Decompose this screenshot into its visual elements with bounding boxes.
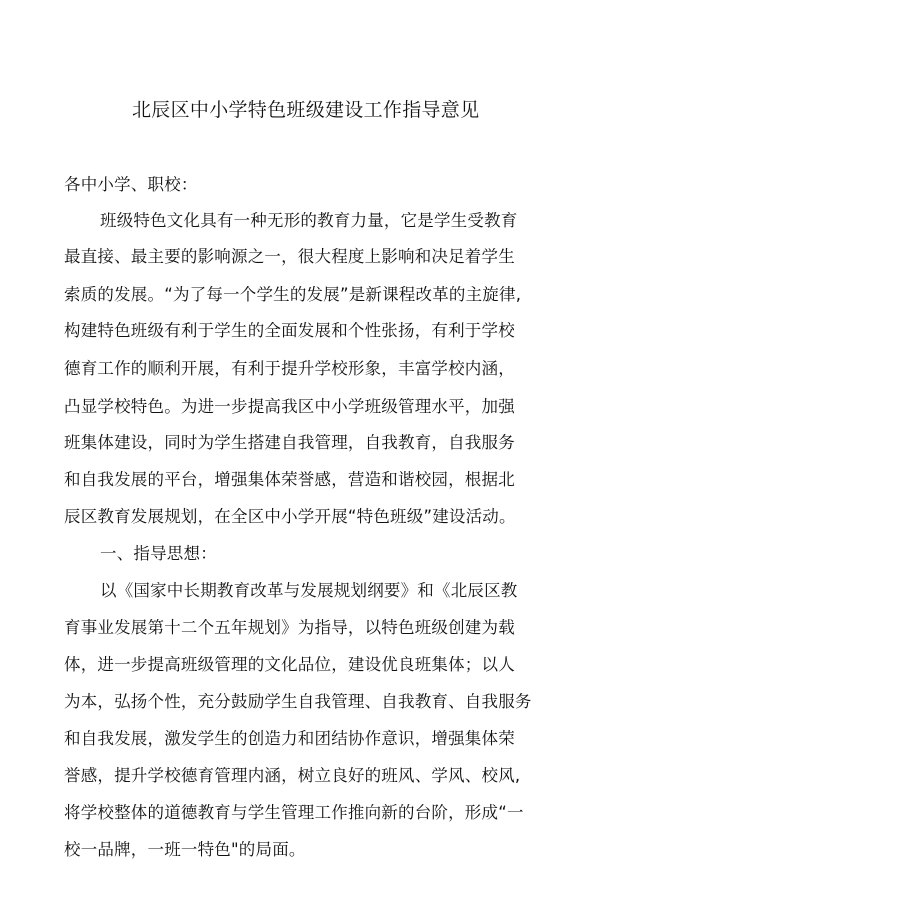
document-title: 北辰区中小学特色班级建设工作指导意见 <box>132 99 480 121</box>
paragraph-line: 和自我发展的平台，增强集体荣誉感，营造和谐校园，根据北 <box>64 470 515 489</box>
paragraph-line: 育事业发展第十二个五年规划》为指导，以特色班级创建为载 <box>64 618 515 637</box>
paragraph-line: 班集体建设，同时为学生搭建自我管理，自我教育，自我服务 <box>64 433 515 452</box>
paragraph-line: 索质的发展。“为了每一个学生的发展”是新课程改革的主旋律, <box>64 285 522 304</box>
paragraph-line: 校一品牌，一班一特色"的局面。 <box>64 840 306 859</box>
paragraph-line: 德育工作的顺利开展，有利于提升学校形象，丰富学校内涵， <box>64 359 515 378</box>
paragraph-line: 构建特色班级有利于学生的全面发展和个性张扬，有利于学校 <box>64 321 515 340</box>
paragraph-line: 辰区教育发展规划，在全区中小学开展“特色班级”建设活动。 <box>64 507 516 526</box>
salutation: 各中小学、职校： <box>64 175 198 194</box>
paragraph-line: 为本，弘扬个性，充分鼓励学生自我管理、自我教育、自我服务 <box>64 692 532 711</box>
paragraph-line: 以《国家中长期教育改革与发展规划纲要》和《北辰区教 <box>100 581 518 600</box>
paragraph-line: 最直接、最主要的影响源之一，很大程度上影响和决足着学生 <box>64 247 515 266</box>
paragraph-line: 将学校整体的道德教育与学生管理工作推向新的台阶，形成“一 <box>64 803 524 822</box>
paragraph-line: 誉感，提升学校德育管理内涵，树立良好的班风、学风、校风, <box>64 766 521 785</box>
paragraph-line: 和自我发展，激发学生的创造力和团结协作意识，增强集体荣 <box>64 729 515 748</box>
paragraph-line: 体，进一步提高班级管理的文化品位，建设优良班集体；以人 <box>64 655 515 674</box>
paragraph-line: 凸显学校特色。为进一步提高我区中小学班级管理水平，加强 <box>64 397 515 416</box>
paragraph-line: 班级特色文化具有一种无形的教育力量，它是学生受教育 <box>100 211 518 230</box>
section-heading: 一、指导思想： <box>100 544 217 563</box>
